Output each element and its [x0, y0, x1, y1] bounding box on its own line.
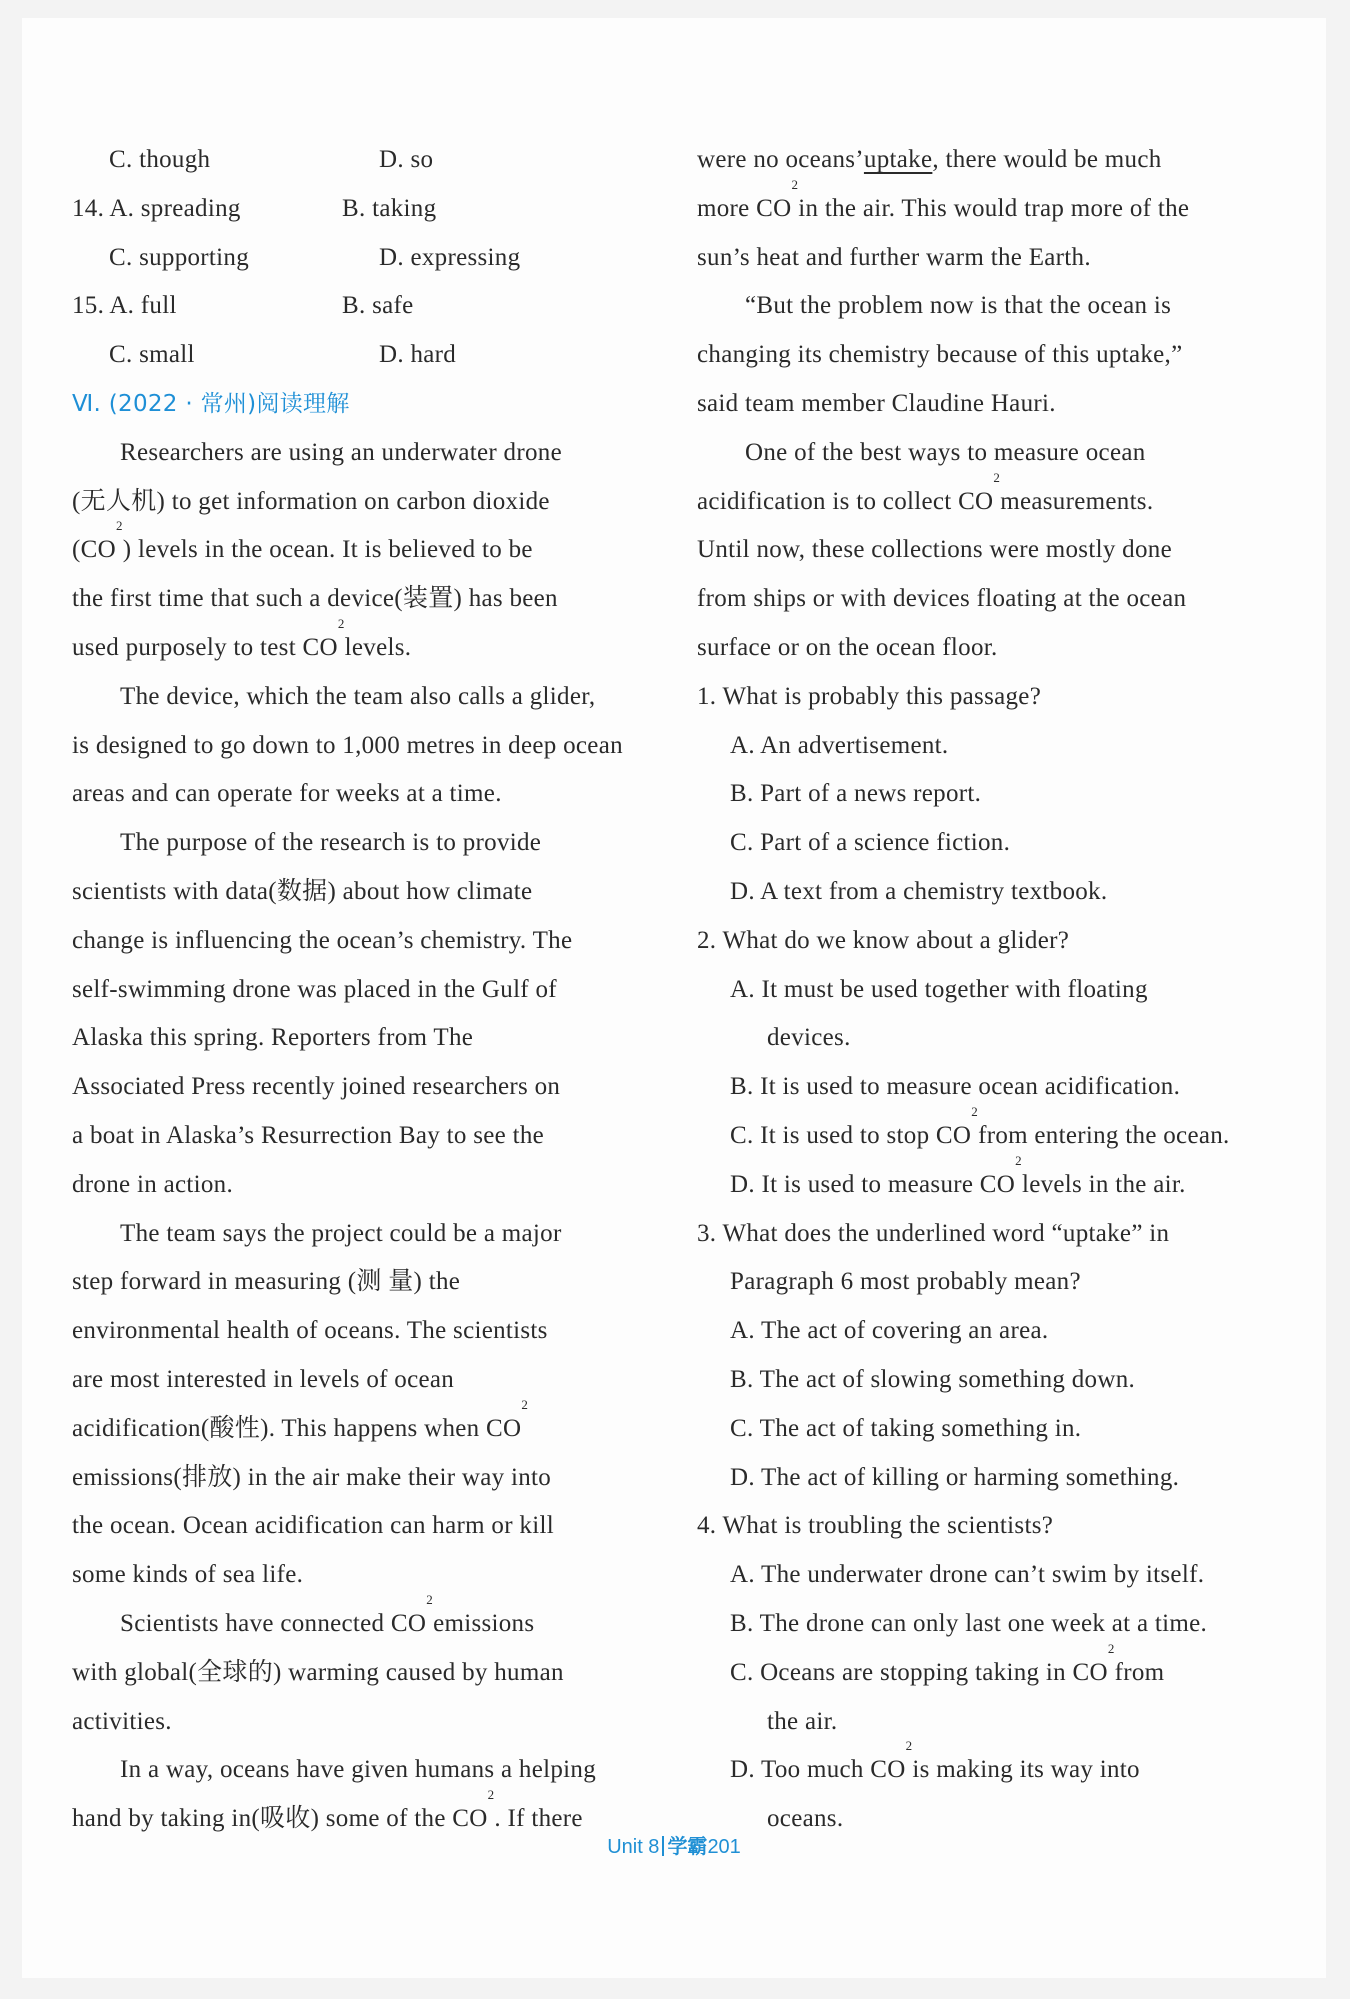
passage-line: 4. What is troubling the scientists? [697, 1512, 1054, 1540]
passage-line: A. The underwater drone can’t swim by itself. [730, 1561, 1205, 1589]
option-a: 15. A. full [72, 292, 177, 320]
option-b: D. so [379, 146, 434, 173]
passage-text: were no oceans’ [697, 146, 864, 173]
page-footer [22, 1830, 1326, 1859]
passage-line: activities. [72, 1707, 172, 1735]
passage-line: Until now, these collections were mostly done [697, 536, 1172, 564]
passage-line: C. It is used to stop CO 2 from entering the ocean. [730, 1103, 1230, 1149]
passage-line: In a way, oceans have given humans a helping [120, 1756, 597, 1784]
reading-passage-right [697, 176, 1282, 1844]
option-row [72, 234, 657, 283]
passage-line: A. It must be used together with floating [730, 975, 1148, 1003]
passage-line: are most interested in levels of ocean [72, 1365, 455, 1393]
passage-line: “But the problem now is that the ocean is [745, 292, 1172, 320]
passage-line: said team member Claudine Hauri. [697, 389, 1056, 417]
left-column [72, 136, 657, 1844]
right-column [697, 136, 1282, 1844]
passage-line: B. Part of a news report. [730, 780, 982, 808]
passage-line: scientists with data(数据) about how climate [72, 877, 533, 905]
option-row [72, 282, 657, 331]
passage-line: the air. [767, 1707, 838, 1735]
passage-line: oceans. [767, 1805, 844, 1833]
passage-line: (无人机) to get information on carbon dioxide [72, 487, 550, 515]
passage-line: the first time that such a device(装置) has been [72, 585, 558, 613]
passage-line: B. The act of slowing something down. [730, 1365, 1136, 1393]
option-b: D. hard [379, 341, 457, 369]
passage-line: C. The act of taking something in. [730, 1414, 1082, 1442]
passage-line: Paragraph 6 most probably mean? [730, 1268, 1081, 1296]
passage-line: A. The act of covering an area. [730, 1317, 1049, 1345]
passage-line: a boat in Alaska’s Resurrection Bay to see the [72, 1121, 545, 1149]
passage-line: emissions(排放) in the air make their way into [72, 1463, 552, 1491]
passage-line: the ocean. Ocean acidification can harm or kill [72, 1512, 554, 1540]
passage-line: environmental health of oceans. The scientists [72, 1317, 548, 1345]
passage-line: some kinds of sea life. [72, 1561, 304, 1589]
option-row [72, 185, 657, 234]
passage-line: Alaska this spring. Reporters from The [72, 1024, 474, 1052]
option-a: C. supporting [109, 243, 250, 271]
passage-line: self-swimming drone was placed in the Gulf of [72, 975, 557, 1003]
passage-line: The device, which the team also calls a glider, [120, 682, 596, 710]
option-row [72, 331, 657, 380]
passage-line: acidification is to collect CO 2 measurements. [697, 469, 1154, 515]
unit-label: Unit 8 [607, 1836, 660, 1858]
passage-line: B. It is used to measure ocean acidification. [730, 1073, 1181, 1101]
passage-line: more CO 2 in the air. This would trap more of the [697, 176, 1190, 222]
passage-line: Scientists have connected CO 2 emissions [120, 1591, 535, 1637]
passage-line: sun’s heat and further warm the Earth. [697, 243, 1091, 271]
option-a: 14. A. spreading [72, 194, 241, 222]
passage-line: D. It is used to measure CO 2 levels in the air. [730, 1152, 1186, 1198]
passage-line: B. The drone can only last one week at a time. [730, 1609, 1208, 1637]
section-heading: Ⅵ. (2022 · 常州)阅读理解 [72, 390, 350, 417]
page-number: 201 [707, 1836, 741, 1858]
passage-line: C. Part of a science fiction. [730, 829, 1011, 857]
passage-line: (CO 2 ) levels in the ocean. It is believed to be [72, 518, 533, 564]
passage-line: The purpose of the research is to provide [120, 829, 542, 857]
passage-line: Associated Press recently joined researchers on [72, 1073, 561, 1101]
passage-line: drone in action. [72, 1170, 234, 1198]
passage-line: areas and can operate for weeks at a time. [72, 780, 502, 808]
passage-line: from ships or with devices floating at the ocean [697, 585, 1187, 613]
passage-line: D. The act of killing or harming something. [730, 1463, 1180, 1491]
reading-passage-left [72, 429, 657, 1844]
passage-line: used purposely to test CO 2 levels. [72, 615, 412, 661]
passage-line [697, 136, 1282, 185]
passage-line: surface or on the ocean floor. [697, 633, 998, 661]
cloze-options [72, 136, 657, 380]
passage-line: D. A text from a chemistry textbook. [730, 877, 1108, 905]
option-a: C. though [109, 146, 211, 173]
passage-line: One of the best ways to measure ocean [745, 438, 1146, 466]
passage-line: is designed to go down to 1,000 metres in deep ocean [72, 731, 623, 759]
option-b: B. taking [342, 194, 437, 222]
passage-line: The team says the project could be a major [120, 1219, 562, 1247]
passage-text: , there would be much [932, 146, 1162, 173]
passage-line: with global(全球的) warming caused by human [72, 1658, 564, 1686]
option-b: D. expressing [379, 243, 521, 271]
passage-line: Researchers are using an underwater drone [120, 438, 562, 466]
option-a: C. small [109, 341, 195, 369]
brand-label: 学霸 [667, 1836, 708, 1858]
passage-line: changing its chemistry because of this uptake,” [697, 341, 1183, 369]
option-row [72, 136, 657, 185]
passage-line: acidification(酸性). This happens when CO 2 [72, 1396, 529, 1442]
underlined-word: uptake [863, 146, 933, 173]
passage-line: D. Too much CO 2 is making its way into [730, 1738, 1140, 1784]
option-b: B. safe [342, 292, 414, 320]
passage-line: devices. [767, 1024, 851, 1052]
passage-line: C. Oceans are stopping taking in CO 2 from [730, 1640, 1165, 1686]
passage-line: hand by taking in(吸收) some of the CO 2 . If there [72, 1787, 583, 1833]
passage-line: 1. What is probably this passage? [697, 682, 1042, 710]
passage-line: 2. What do we know about a glider? [697, 926, 1070, 954]
passage-line: A. An advertisement. [730, 731, 949, 759]
passage-line: change is influencing the ocean’s chemistry. The [72, 926, 573, 954]
textbook-page [22, 18, 1326, 1978]
passage-line: 3. What does the underlined word “uptake” in [697, 1219, 1170, 1247]
divider [662, 1836, 664, 1856]
passage-line: step forward in measuring (测 量) the [72, 1268, 461, 1296]
